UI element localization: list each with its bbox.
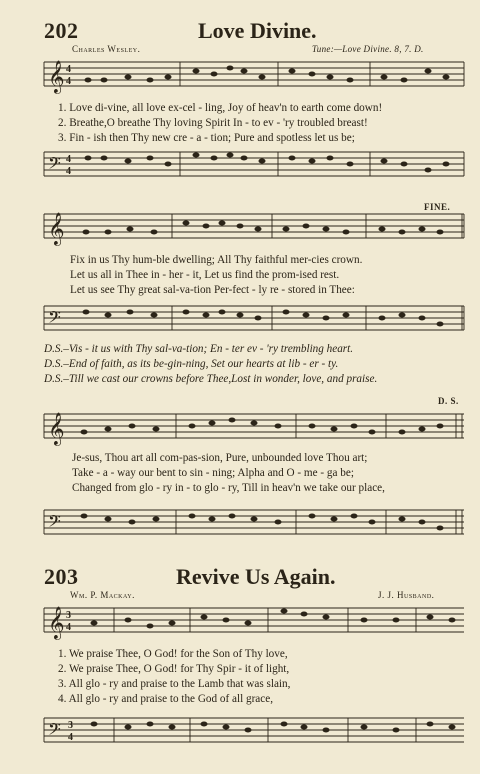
svg-text:𝄞: 𝄞 (48, 60, 65, 93)
hymn-202-system1-bass-staff (0, 146, 480, 192)
ds-line-2: D.S.–End of faith, as its be-gin-ning, Set our hearts at lib - er - ty. (44, 358, 339, 370)
hymn-203-title: Revive Us Again. (176, 564, 336, 589)
hymn-203-number: 203 (44, 564, 79, 589)
svg-text:3: 3 (68, 720, 73, 731)
svg-text:4: 4 (66, 166, 71, 177)
hymn-203-author: Wm. P. Mackay. (70, 590, 135, 600)
hymn-203-treble-staff (0, 600, 480, 644)
svg-text:𝄢: 𝄢 (48, 153, 61, 177)
ds-line-3: D.S.–Till we cast our crowns before Thee,Lost in wonder, love, and praise. (44, 373, 378, 385)
hymn-202-system2-bass-staff (0, 300, 480, 344)
hymn-202-system1-treble-staff (0, 58, 480, 98)
svg-text:3: 3 (66, 610, 71, 621)
ds-line-1: D.S.–Vis - it us with Thy sal-va-tion; En - ter ev - 'ry trembling heart. (44, 343, 354, 355)
hymn-203-verse-1: 1. We praise Thee, O God! for the Son of Thy love, (58, 648, 288, 660)
hymn-202-s2-verse-2: Let us all in Thee in - her - it, Let us find the prom-ised rest. (70, 269, 340, 281)
svg-text:𝄢: 𝄢 (48, 719, 61, 743)
hymn-202-system3-bass-staff (0, 498, 480, 554)
svg-text:4: 4 (66, 622, 71, 633)
svg-text:𝄞: 𝄞 (48, 212, 65, 245)
svg-text:𝄞: 𝄞 (48, 412, 65, 445)
svg-text:4: 4 (66, 76, 71, 87)
hymn-202-s3-verse-2: Take - a - way our bent to sin - ning; Alpha and O - me - ga be; (72, 467, 354, 479)
hymn-202-s2-verse-1: Fix in us Thy hum-ble dwelling; All Thy faithful mer-cies crown. (70, 254, 363, 266)
ds-label: D. S. (438, 396, 459, 406)
svg-text:4: 4 (66, 154, 71, 165)
svg-text:𝄢: 𝄢 (48, 307, 61, 331)
hymn-203-bass-staff (0, 706, 480, 766)
hymn-202-system2-treble-staff (0, 210, 480, 250)
hymn-203-verse-3: 3. All glo - ry and praise to the Lamb that was slain, (58, 678, 291, 690)
hymn-202-s1-verse-1: 1. Love di-vine, all love ex-cel - ling, Joy of heav'n to earth come down! (58, 102, 383, 114)
hymn-203-verse-2: 2. We praise Thee, O God! for Thy Spir - it of light, (58, 663, 290, 675)
hymn-202-s1-verse-3: 3. Fin - ish then Thy new cre - a - tion; Pure and spotless let us be; (58, 132, 355, 144)
hymn-202-author: Charles Wesley. (72, 44, 141, 54)
hymn-202-title: Love Divine. (198, 18, 317, 43)
svg-text:4: 4 (66, 64, 71, 75)
hymn-202-number: 202 (44, 18, 79, 43)
hymn-202-s1-verse-2: 2. Breathe,O breathe Thy loving Spirit In - to ev - 'ry troubled breast! (58, 117, 368, 129)
hymn-203-verse-4: 4. All glo - ry and praise to the God of all grace, (58, 693, 273, 705)
svg-text:𝄞: 𝄞 (48, 606, 65, 639)
fine-label: FINE. (424, 202, 451, 212)
hymn-202-s3-verse-1: Je-sus, Thou art all com-pas-sion, Pure, unbounded love Thou art; (72, 452, 368, 464)
hymn-202-s3-verse-3: Changed from glo - ry in - to glo - ry, Till in heav'n we take our place, (72, 482, 385, 494)
svg-text:4: 4 (68, 732, 73, 743)
hymn-202-system3-treble-staff (0, 410, 480, 450)
svg-text:𝄢: 𝄢 (48, 511, 61, 535)
hymn-203-composer: J. J. Husband. (378, 590, 435, 600)
hymn-202-s2-verse-3: Let us see Thy great sal-va-tion Per-fect - ly re - stored in Thee: (70, 284, 355, 296)
hymn-202-tune: Tune:—Love Divine. 8, 7. D. (312, 44, 424, 54)
